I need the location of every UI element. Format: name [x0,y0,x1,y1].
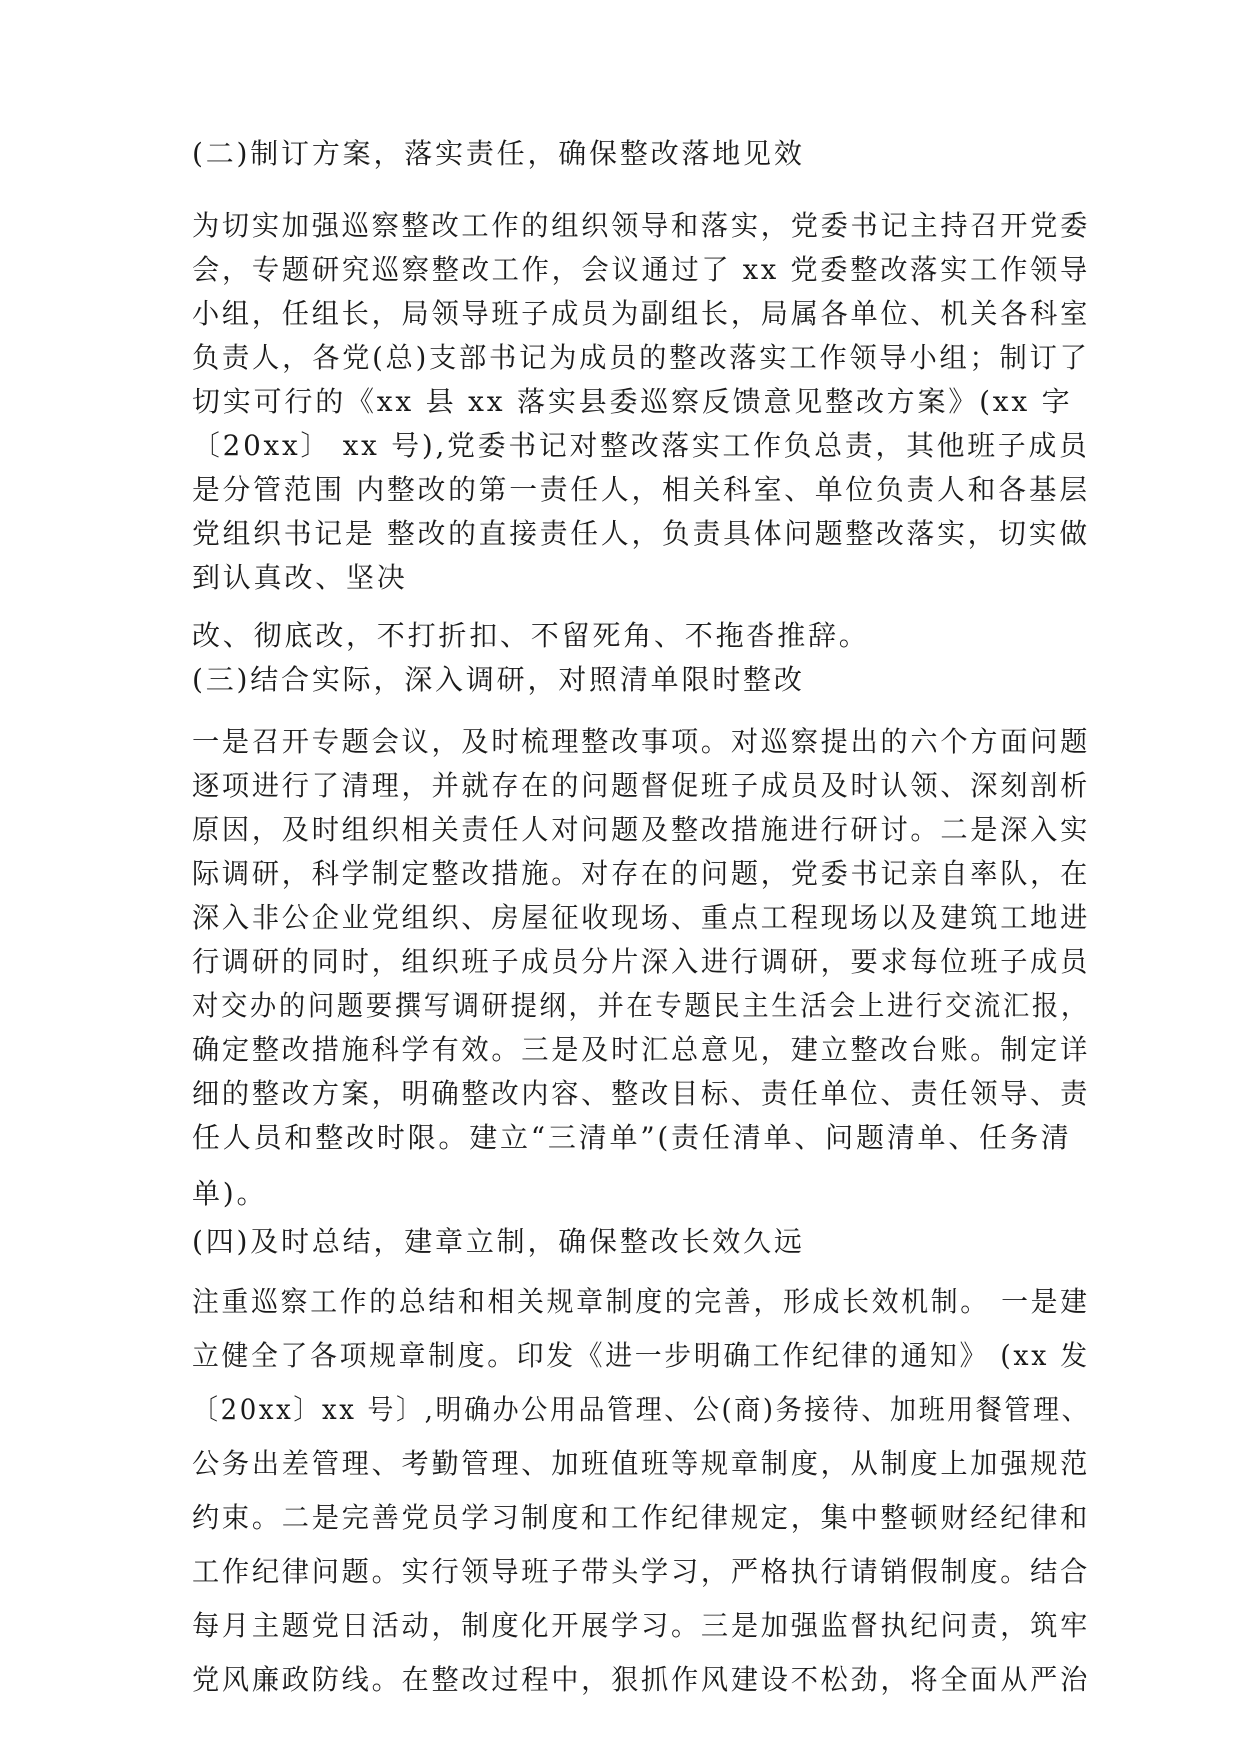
paragraph-line: 切实可行的《xx 县 xx 落实县委巡察反馈意见整改方案》(xx 字 [192,385,1073,418]
paragraph-line: 到认真改、坚决 [192,561,408,594]
paragraph-line: 公务出差管理、考勤管理、加班值班等规章制度，从制度上加强规范 [192,1447,1091,1480]
paragraph-line: 深入非公企业党组织、房屋征收现场、重点工程现场以及建筑工地进 [192,901,1091,934]
paragraph-line: 注重巡察工作的总结和相关规章制度的完善，形成长效机制。 一是建 [192,1285,1090,1318]
paragraph-line: 是分管范围 内整改的第一责任人，相关科室、单位负责人和各基层 [192,473,1090,506]
section-heading-2: (二)制订方案，落实责任，确保整改落地见效 [192,137,805,170]
paragraph-line: 原因，及时组织相关责任人对问题及整改措施进行研讨。二是深入实 [192,813,1091,846]
paragraph-line: 对交办的问题要撰写调研提纲，并在专题民主生活会上进行交流汇报， [192,989,1090,1022]
section-heading-4: (四)及时总结，建章立制，确保整改长效久远 [192,1225,805,1258]
paragraph-line: 会，专题研究巡察整改工作，会议通过了 xx 党委整改落实工作领导 [192,253,1090,286]
paragraph-line: 逐项进行了清理，并就存在的问题督促班子成员及时认领、深刻剖析 [192,769,1091,802]
paragraph-line: 单)。 [192,1177,268,1210]
paragraph-line: 每月主题党日活动，制度化开展学习。三是加强监督执纪问责，筑牢 [192,1609,1091,1642]
paragraph-line: 负责人，各党(总)支部书记为成员的整改落实工作领导小组；制订了 [192,341,1090,374]
paragraph-line: 任人员和整改时限。建立“三清单”(责任清单、问题清单、任务清 [192,1121,1072,1154]
paragraph-line: 际调研，科学制定整改措施。对存在的问题，党委书记亲自率队，在 [192,857,1091,890]
paragraph-line: 约束。二是完善党员学习制度和工作纪律规定，集中整顿财经纪律和 [192,1501,1091,1534]
paragraph-line: 〔20xx〕 xx 号),党委书记对整改落实工作负总责，其他班子成员 [192,429,1090,462]
paragraph-line: 党风廉政防线。在整改过程中，狠抓作风建设不松劲，将全面从严治 [192,1663,1091,1696]
paragraph-line: 为切实加强巡察整改工作的组织领导和落实，党委书记主持召开党委 [192,209,1091,242]
paragraph-line: 确定整改措施科学有效。三是及时汇总意见，建立整改台账。制定详 [192,1033,1091,1066]
paragraph-line: 行调研的同时，组织班子成员分片深入进行调研，要求每位班子成员 [192,945,1091,978]
paragraph-line: 立健全了各项规章制度。印发《进一步明确工作纪律的通知》 (xx 发 [192,1339,1090,1372]
paragraph-line: 党组织书记是 整改的直接责任人，负责具体问题整改落实，切实做 [192,517,1090,550]
paragraph-line: 细的整改方案，明确整改内容、整改目标、责任单位、责任领导、责 [192,1077,1091,1110]
paragraph-line: 工作纪律问题。实行领导班子带头学习，严格执行请销假制度。结合 [192,1555,1091,1588]
paragraph-line: 小组，任组长，局领导班子成员为副组长，局属各单位、机关各科室 [192,297,1091,330]
section-heading-3: (三)结合实际，深入调研，对照清单限时整改 [192,663,805,696]
paragraph-line: 改、彻底改，不打折扣、不留死角、不拖沓推辞。 [192,619,870,652]
paragraph-line: 一是召开专题会议，及时梳理整改事项。对巡察提出的六个方面问题 [192,725,1091,758]
paragraph-line: 〔20xx〕xx 号〕,明确办公用品管理、公(商)务接待、加班用餐管理、 [192,1393,1091,1426]
